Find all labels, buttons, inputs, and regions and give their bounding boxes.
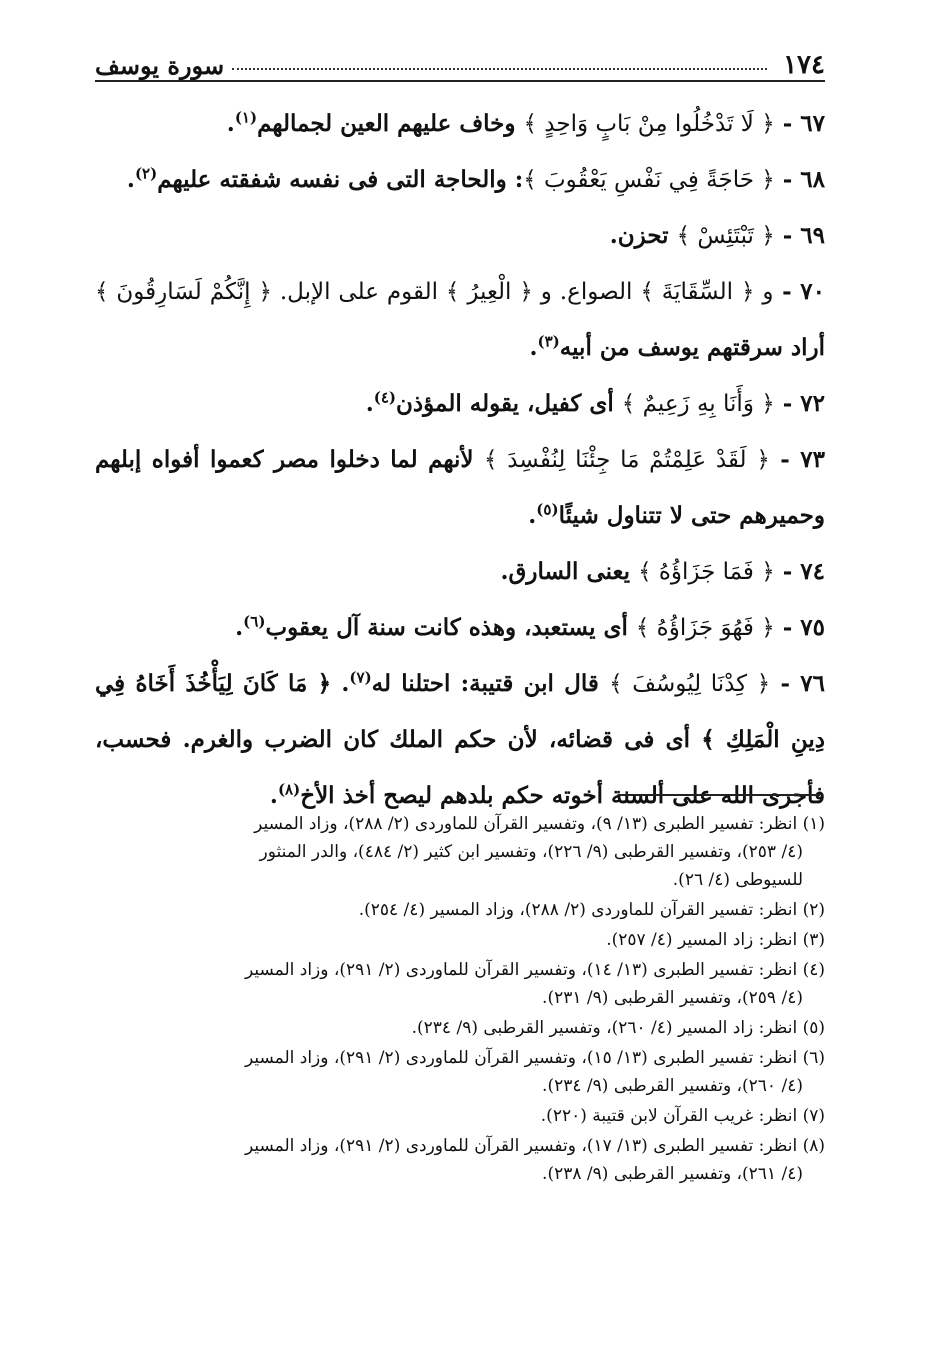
footnote-ref[interactable]: (٥) bbox=[536, 500, 559, 519]
header-dot-leader bbox=[232, 68, 767, 70]
verse-entry-72: ٧٢ - ﴿ وَأَنَا بِهِ زَعِيمٌ ﴾ أى كفيل، يقوله المؤذن$^{(٤)}$. bbox=[365, 388, 825, 417]
verse-entry-74: ٧٤ - ﴿ فَمَا جَزَاؤُهُ ﴾ يعنى السارق. bbox=[500, 558, 825, 585]
verse-number: ٧٢ bbox=[800, 390, 825, 417]
footnote-ref[interactable]: (١) bbox=[234, 108, 258, 127]
footnote-separator bbox=[620, 794, 820, 796]
explanation-text: أى يستعبد، وهذه كانت سنة آل يعقوب bbox=[265, 614, 636, 641]
footnote-5: (٥) انظر: زاد المسير (٤/ ٢٦٠)، وتفسير القرطبى (٩/ ٢٣٤). bbox=[411, 1018, 825, 1038]
verse-number: ٦٧ bbox=[800, 110, 825, 137]
quran-quote: و ﴿ السِّقَايَةَ ﴾ الصواع. و ﴿ الْعِيرُ ﴾ القوم على الإبل. ﴿ إِنَّكُمْ لَسَارِقُونَ ﴾ bbox=[95, 279, 774, 305]
explanation-text: . ﴿ مَا كَانَ لِيَأْخُذَ أَخَاهُ فِي دِينِ الْمَلِكِ ﴾ أى فى قضائه، لأن حكم الملك كان الضرب والغرم. فحسب، فأجرى الله على ألسنة أخوته حكم بلدهم ليصح أخذ الأخ bbox=[95, 670, 825, 809]
quran-quote: ﴿ كِدْنَا لِيُوسُفَ ﴾ bbox=[609, 671, 771, 697]
footnote-6: (٦) انظر: تفسير الطبرى (١٣/ ١٥)، وتفسير القرآن للماوردى (٢/ ٢٩١)، وزاد المسير (٤/ ٢٦٠)، وتفسير القرطبى (٩/ ٢٣٤). bbox=[244, 1048, 825, 1096]
footnote-7: (٧) انظر: غريب القرآن لابن قتيبة (٢٢٠). bbox=[540, 1106, 825, 1126]
footnote-ref[interactable]: (٧) bbox=[349, 668, 372, 687]
explanation-text: تحزن. bbox=[609, 222, 677, 249]
explanation-text: وخاف عليهم العين لجمالهم bbox=[257, 110, 524, 137]
verse-entry-75: ٧٥ - ﴿ فَهُوَ جَزَاؤُهُ ﴾ أى يستعبد، وهذه كانت سنة آل يعقوب$^{(٦)}$. bbox=[235, 612, 825, 641]
explanation-text: أى كفيل، يقوله المؤذن bbox=[396, 390, 622, 417]
footnote-ref[interactable]: (٢) bbox=[134, 164, 158, 183]
verse-number: ٦٨ bbox=[800, 166, 825, 193]
verse-number: ٧٠ bbox=[800, 278, 825, 305]
explanation-text: لأنهم لما دخلوا مصر كعموا أفواه إبلهم وحميرهم حتى لا تتناول شيئًا bbox=[95, 446, 825, 529]
verse-entry-76: ٧٦ - ﴿ كِدْنَا لِيُوسُفَ ﴾ قال ابن قتيبة: احتلنا له$^{(٧)}$. ﴿ مَا كَانَ لِيَأْخُذَ أَخَاهُ فِي دِينِ الْمَلِكِ ﴾ أى فى قضائه، لأن حكم الملك كان الضرب والغرم. فحسب، فأجرى الله على ألسنة أخوته حكم بلدهم ليصح أخذ الأخ$^{(٨)}$. bbox=[95, 668, 826, 809]
quran-quote: ﴿ حَاجَةً فِي نَفْسِ يَعْقُوبَ ﴾ bbox=[523, 167, 775, 193]
verse-entry-67: ٦٧ - ﴿ لَا تَدْخُلُوا مِنْ بَابٍ وَاحِدٍ ﴾ وخاف عليهم العين لجمالهم$^{(١)}$. bbox=[226, 108, 825, 137]
footnote-ref[interactable]: (٣) bbox=[537, 332, 560, 351]
commentary-body bbox=[95, 96, 825, 824]
verse-entry-69: ٦٩ - ﴿ تَبْتَئِسْ ﴾ تحزن. bbox=[609, 222, 825, 249]
footnote-1: (١) انظر: تفسير الطبرى (١٣/ ٩)، وتفسير القرآن للماوردى (٢/ ٢٨٨)، وزاد المسير (٤/ ٢٥٣)، وتفسير القرطبى (٩/ ٢٢٦)، وتفسير ابن كثير (٢/ ٤٨٤)، والدر المنثور للسيوطى (٤/ ٢٦). bbox=[254, 814, 825, 890]
page-header bbox=[95, 40, 825, 82]
footnotes bbox=[95, 810, 825, 1190]
page-number: ١٧٤ bbox=[783, 50, 825, 80]
footnote-ref[interactable]: (٤) bbox=[373, 388, 397, 407]
verse-entry-70: ٧٠ - و ﴿ السِّقَايَةَ ﴾ الصواع. و ﴿ الْعِيرُ ﴾ القوم على الإبل. ﴿ إِنَّكُمْ لَسَارِقُونَ ﴾ أراد سرقتهم يوسف من أبيه$^{(٣)}$. bbox=[95, 278, 825, 361]
quran-quote: ﴿ لَقَدْ عَلِمْتُمْ مَا جِئْنَا لِنُفْسِدَ ﴾ bbox=[483, 447, 770, 473]
explanation-text: قال ابن قتيبة: احتلنا له bbox=[371, 670, 610, 697]
verse-number: ٧٣ bbox=[800, 446, 826, 473]
quran-quote: ﴿ وَأَنَا بِهِ زَعِيمٌ ﴾ bbox=[621, 391, 775, 417]
verse-number: ٧٤ bbox=[800, 558, 825, 585]
verse-number: ٦٩ bbox=[800, 222, 825, 249]
explanation-text: يعنى السارق. bbox=[500, 558, 639, 585]
surah-title: سورة يوسف bbox=[95, 51, 225, 80]
quran-quote: ﴿ فَمَا جَزَاؤُهُ ﴾ bbox=[638, 559, 775, 585]
explanation-text: أراد سرقتهم يوسف من أبيه bbox=[559, 334, 825, 361]
quran-quote: ﴿ لَا تَدْخُلُوا مِنْ بَابٍ وَاحِدٍ ﴾ bbox=[523, 111, 775, 137]
explanation-text: : والحاجة التى فى نفسه شفقته عليهم bbox=[157, 166, 524, 193]
verse-number: ٧٥ bbox=[800, 614, 825, 641]
verse-entry-73: ٧٣ - ﴿ لَقَدْ عَلِمْتُمْ مَا جِئْنَا لِنُفْسِدَ ﴾ لأنهم لما دخلوا مصر كعموا أفواه إبلهم وحميرهم حتى لا تتناول شيئًا$^{(٥)}$. bbox=[95, 446, 826, 529]
verse-entry-68: ٦٨ - ﴿ حَاجَةً فِي نَفْسِ يَعْقُوبَ ﴾: والحاجة التى فى نفسه شفقته عليهم$^{(٢)}$. bbox=[126, 164, 825, 193]
footnote-ref[interactable]: (٨) bbox=[277, 780, 301, 799]
footnote-8: (٨) انظر: تفسير الطبرى (١٣/ ١٧)، وتفسير القرآن للماوردى (٢/ ٢٩١)، وزاد المسير (٤/ ٢٦١)، وتفسير القرطبى (٩/ ٢٣٨). bbox=[244, 1136, 825, 1184]
footnote-3: (٣) انظر: زاد المسير (٤/ ٢٥٧). bbox=[606, 930, 825, 950]
footnote-ref[interactable]: (٦) bbox=[243, 612, 266, 631]
quran-quote: ﴿ تَبْتَئِسْ ﴾ bbox=[676, 223, 775, 249]
footnote-2: (٢) انظر: تفسير القرآن للماوردى (٢/ ٢٨٨)، وزاد المسير (٤/ ٢٥٤). bbox=[358, 900, 825, 920]
verse-number: ٧٦ bbox=[800, 670, 826, 697]
quran-quote: ﴿ فَهُوَ جَزَاؤُهُ ﴾ bbox=[635, 615, 775, 641]
footnote-4: (٤) انظر: تفسير الطبرى (١٣/ ١٤)، وتفسير القرآن للماوردى (٢/ ٢٩١)، وزاد المسير (٤/ ٢٥٩)، وتفسير القرطبى (٩/ ٢٣١). bbox=[244, 960, 825, 1008]
